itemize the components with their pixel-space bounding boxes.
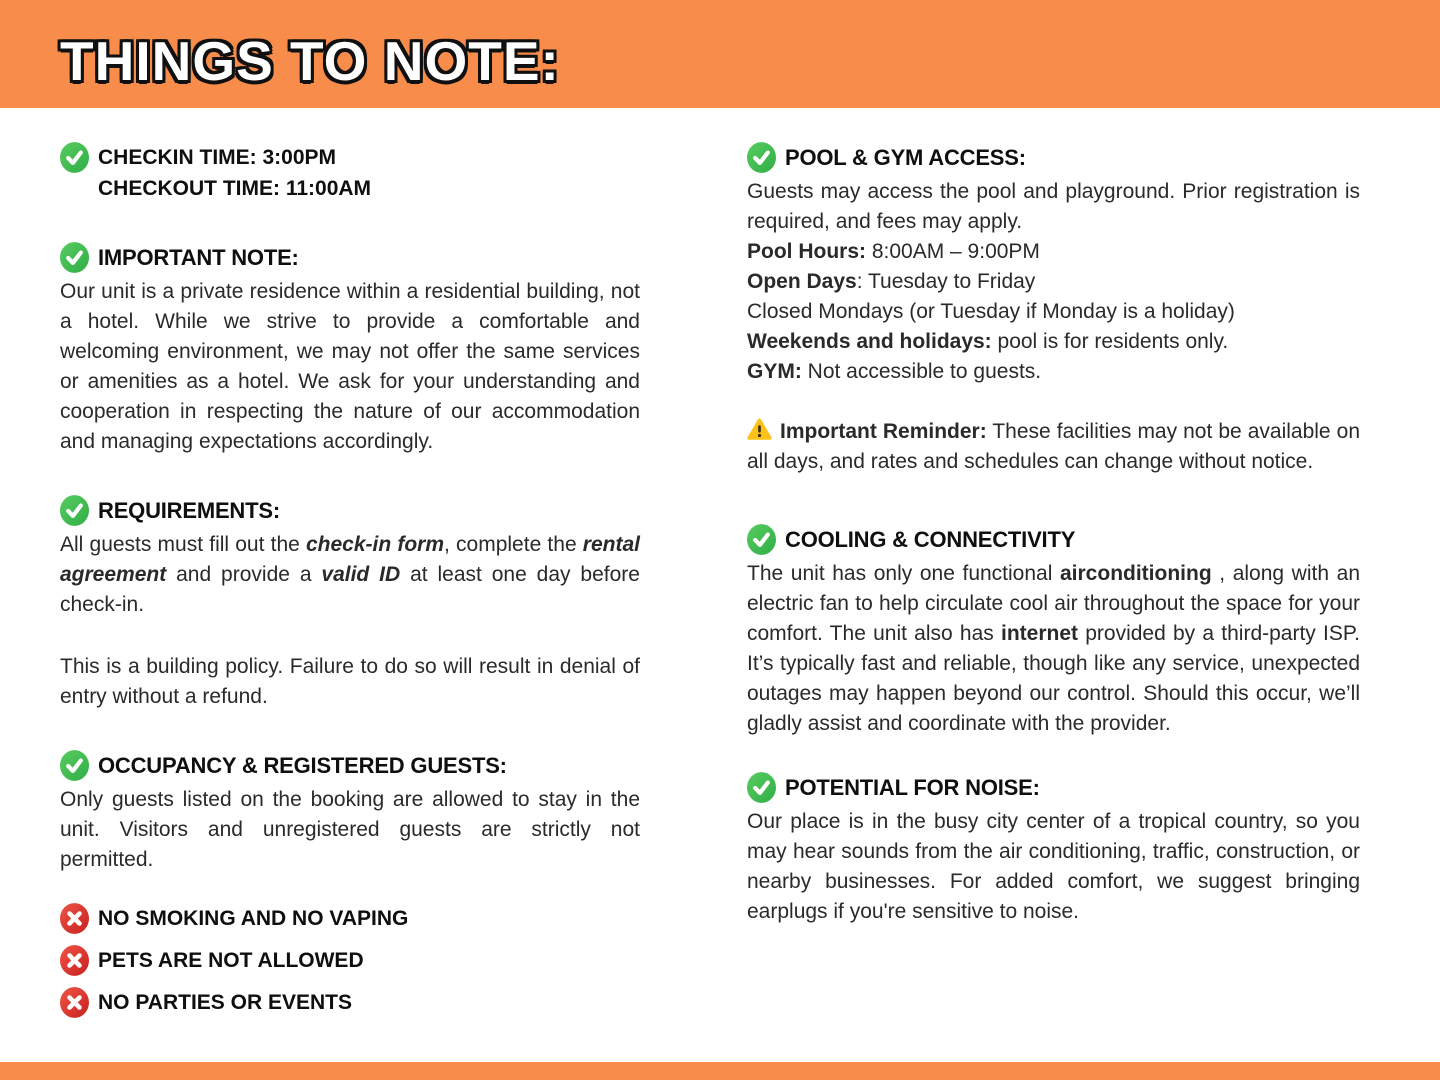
checkout-time: CHECKOUT TIME: 11:00AM: [98, 177, 372, 200]
pool-gym-title: POOL & GYM ACCESS:: [785, 144, 1026, 170]
no-parties-item: [60, 987, 640, 1018]
noise-title: POTENTIAL FOR NOISE:: [785, 774, 1040, 800]
occupancy-title: OCCUPANCY & REGISTERED GUESTS:: [98, 752, 507, 778]
pool-gym-section: [747, 142, 1360, 387]
no-smoking-item: [60, 903, 640, 934]
content: [0, 108, 1440, 1029]
cooling-title: COOLING & CONNECTIVITY: [785, 526, 1076, 552]
noise-section: [747, 772, 1360, 927]
warning-icon: [747, 418, 772, 441]
no-pets-item: [60, 945, 640, 976]
open-days-line: Open Days: Tuesday to Friday: [747, 270, 1036, 293]
cross-icon: [60, 945, 89, 976]
important-note-body: Our unit is a private residence within a residential building, not a hotel. While we strive to provide a comfortable and welcoming environment, we may not offer the same services or amenities as a hotel. We ask for your understanding and cooperation in respecting the nature of our accommodation and managing expectations accordingly.: [60, 280, 640, 453]
requirements-heading-row: [60, 495, 640, 526]
gym-line: GYM: Not accessible to guests.: [747, 360, 1042, 383]
occupancy-body: Only guests listed on the booking are allowed to stay in the unit. Visitors and unregistered guests are strictly not permitted.: [60, 788, 640, 871]
cooling-body: The unit has only one functional airconditioning , along with an electric fan to help circulate cool air throughout the space for your comfort. The unit also has internet provided by a third-party ISP. It’s typically fast and reliable, though like any service, unexpected outages may happen beyond our control. Should this occur, we’ll gladly assist and coordinate with the provider.: [747, 562, 1360, 735]
check-icon: [60, 495, 89, 526]
important-note-title: IMPORTANT NOTE:: [98, 244, 299, 270]
check-icon: [60, 142, 89, 173]
no-pets-label: PETS ARE NOT ALLOWED: [98, 949, 364, 972]
check-icon: [60, 750, 89, 781]
check-icon: [747, 772, 776, 803]
left-column: [60, 142, 640, 1029]
no-parties-label: NO PARTIES OR EVENTS: [98, 991, 352, 1014]
check-icon: [747, 524, 776, 555]
pool-gym-heading-row: [747, 142, 1360, 173]
noise-heading-row: [747, 772, 1360, 803]
requirements-body: All guests must fill out the check-in form, complete the rental agreement and provide a valid ID at least one day before check-in.: [60, 533, 640, 616]
requirements-title: REQUIREMENTS:: [98, 497, 280, 523]
closed-mondays-line: Closed Mondays (or Tuesday if Monday is a holiday): [747, 300, 1235, 323]
pool-gym-intro: Guests may access the pool and playground. Prior registration is required, and fees may apply.: [747, 180, 1360, 233]
checkin-line: [60, 142, 640, 173]
cross-icon: [60, 987, 89, 1018]
occupancy-heading-row: [60, 750, 640, 781]
checkin-section: [60, 142, 640, 204]
cooling-heading-row: [747, 524, 1360, 555]
page-header: [0, 0, 1440, 108]
important-note-heading-row: [60, 242, 640, 273]
footer-accent-bar: [0, 1062, 1440, 1080]
occupancy-section: [60, 750, 640, 875]
important-reminder-section: [747, 417, 1360, 477]
prohibited-list: [60, 903, 640, 1018]
no-smoking-label: NO SMOKING AND NO VAPING: [98, 907, 409, 930]
right-column: [747, 142, 1360, 1029]
weekends-holidays-line: Weekends and holidays: pool is for residents only.: [747, 330, 1229, 353]
checkin-time: CHECKIN TIME: 3:00PM: [98, 146, 337, 169]
requirements-policy-note: This is a building policy. Failure to do so will result in denial of entry without a refund.: [60, 655, 640, 708]
pool-hours-line: Pool Hours: 8:00AM – 9:00PM: [747, 240, 1040, 263]
cooling-connectivity-section: [747, 524, 1360, 739]
cross-icon: [60, 903, 89, 934]
check-icon: [60, 242, 89, 273]
page-title: THINGS TO NOTE:: [60, 30, 560, 92]
important-reminder-body: [747, 417, 1360, 477]
noise-body: Our place is in the busy city center of a tropical country, so you may hear sounds from the air conditioning, traffic, construction, or nearby businesses. For added comfort, we suggest bringing earplugs if you're sensitive to noise.: [747, 810, 1360, 923]
pool-details: [747, 237, 1360, 387]
requirements-section: [60, 495, 640, 712]
important-reminder-text: Important Reminder: These facilities may not be available on all days, and rates and schedules can change without notice.: [747, 420, 1360, 473]
check-icon: [747, 142, 776, 173]
important-note-section: [60, 242, 640, 457]
